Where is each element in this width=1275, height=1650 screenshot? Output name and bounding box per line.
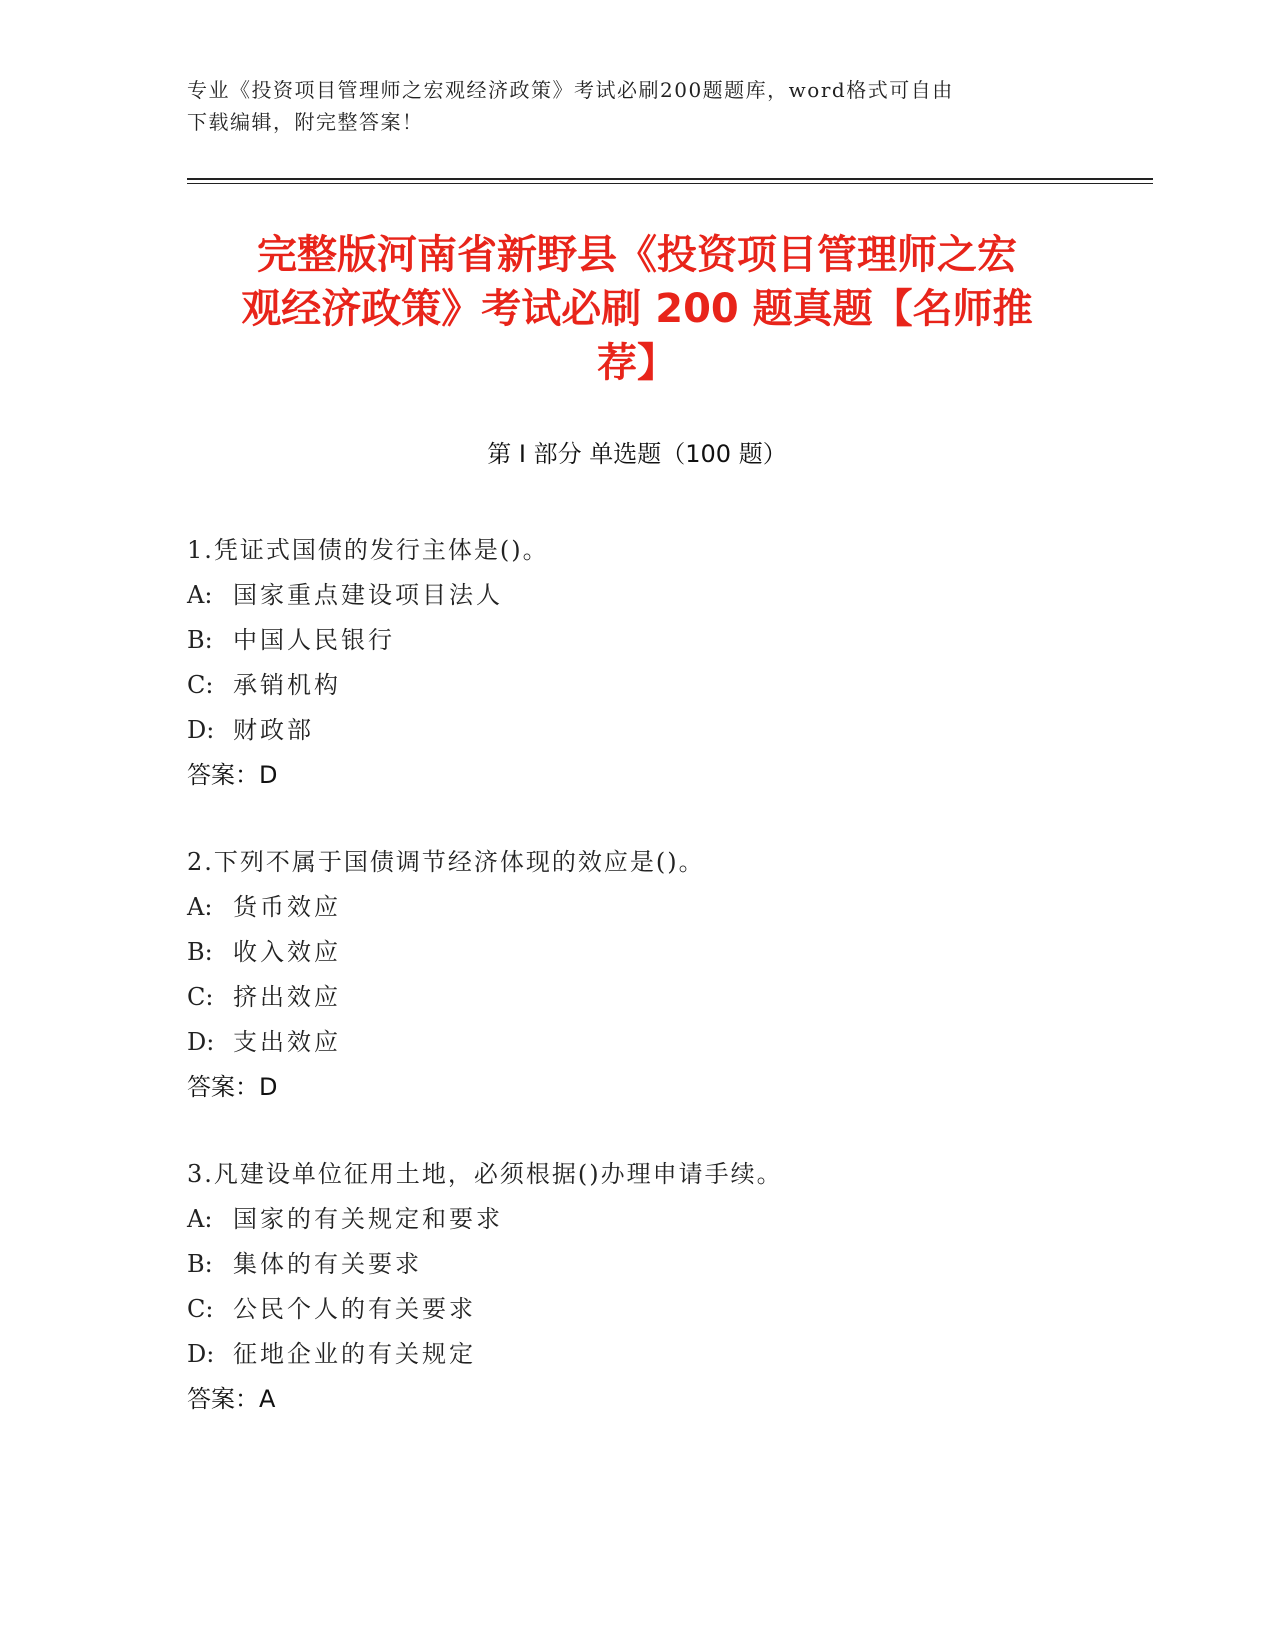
option-key: D: [187, 716, 215, 744]
option-text: 国家的有关规定和要求 [233, 1205, 503, 1233]
header-note-line-2: 下载编辑，附完整答案！ [187, 110, 424, 134]
option-text: 公民个人的有关要求 [233, 1295, 476, 1323]
option-key: B: [187, 1250, 213, 1278]
option-text: 国家重点建设项目法人 [233, 581, 503, 609]
question-list [187, 528, 1147, 1464]
option-key: B: [187, 938, 213, 966]
option-text: 中国人民银行 [233, 626, 395, 654]
question-3 [187, 1152, 1147, 1422]
option-key: A: [187, 581, 213, 609]
option-text: 征地企业的有关规定 [233, 1340, 476, 1368]
question-1 [187, 528, 1147, 798]
header-divider-thin [187, 183, 1153, 184]
option-key: D: [187, 1028, 215, 1056]
answer-text: 答案：A [187, 1385, 276, 1413]
option-b [187, 618, 1147, 663]
option-d [187, 1020, 1147, 1065]
option-text: 收入效应 [233, 938, 341, 966]
option-d [187, 708, 1147, 753]
document-title [187, 228, 1087, 390]
title-line-2: 观经济政策》考试必刷 200 题真题【名师推 [241, 286, 1033, 332]
option-text: 承销机构 [233, 671, 341, 699]
option-key: A: [187, 893, 213, 921]
answer-text: 答案：D [187, 761, 278, 789]
question-stem: 3.凡建设单位征用土地，必须根据()办理申请手续。 [187, 1160, 783, 1188]
title-line-3: 荐】 [597, 340, 677, 386]
option-c [187, 975, 1147, 1020]
option-d [187, 1332, 1147, 1377]
option-text: 货币效应 [233, 893, 341, 921]
header-note [187, 74, 1067, 138]
option-a [187, 1197, 1147, 1242]
option-c [187, 663, 1147, 708]
question-2 [187, 840, 1147, 1110]
answer-text: 答案：D [187, 1073, 278, 1101]
option-key: C: [187, 983, 214, 1011]
option-text: 挤出效应 [233, 983, 341, 1011]
question-stem: 1.凭证式国债的发行主体是()。 [187, 536, 549, 564]
option-key: C: [187, 671, 214, 699]
option-text: 集体的有关要求 [233, 1250, 422, 1278]
option-text: 财政部 [233, 716, 314, 744]
option-a [187, 573, 1147, 618]
option-key: B: [187, 626, 213, 654]
option-c [187, 1287, 1147, 1332]
question-stem: 2.下列不属于国债调节经济体现的效应是()。 [187, 848, 705, 876]
header-note-line-1: 专业《投资项目管理师之宏观经济政策》考试必刷200题题库，word格式可自由 [187, 78, 954, 102]
option-key: D: [187, 1340, 215, 1368]
option-a [187, 885, 1147, 930]
header-divider-thick [187, 178, 1153, 180]
option-key: C: [187, 1295, 214, 1323]
option-key: A: [187, 1205, 213, 1233]
title-line-1: 完整版河南省新野县《投资项目管理师之宏 [257, 232, 1017, 278]
option-b [187, 930, 1147, 975]
option-text: 支出效应 [233, 1028, 341, 1056]
option-b [187, 1242, 1147, 1287]
section-title: 第 I 部分 单选题（100 题） [487, 440, 787, 468]
